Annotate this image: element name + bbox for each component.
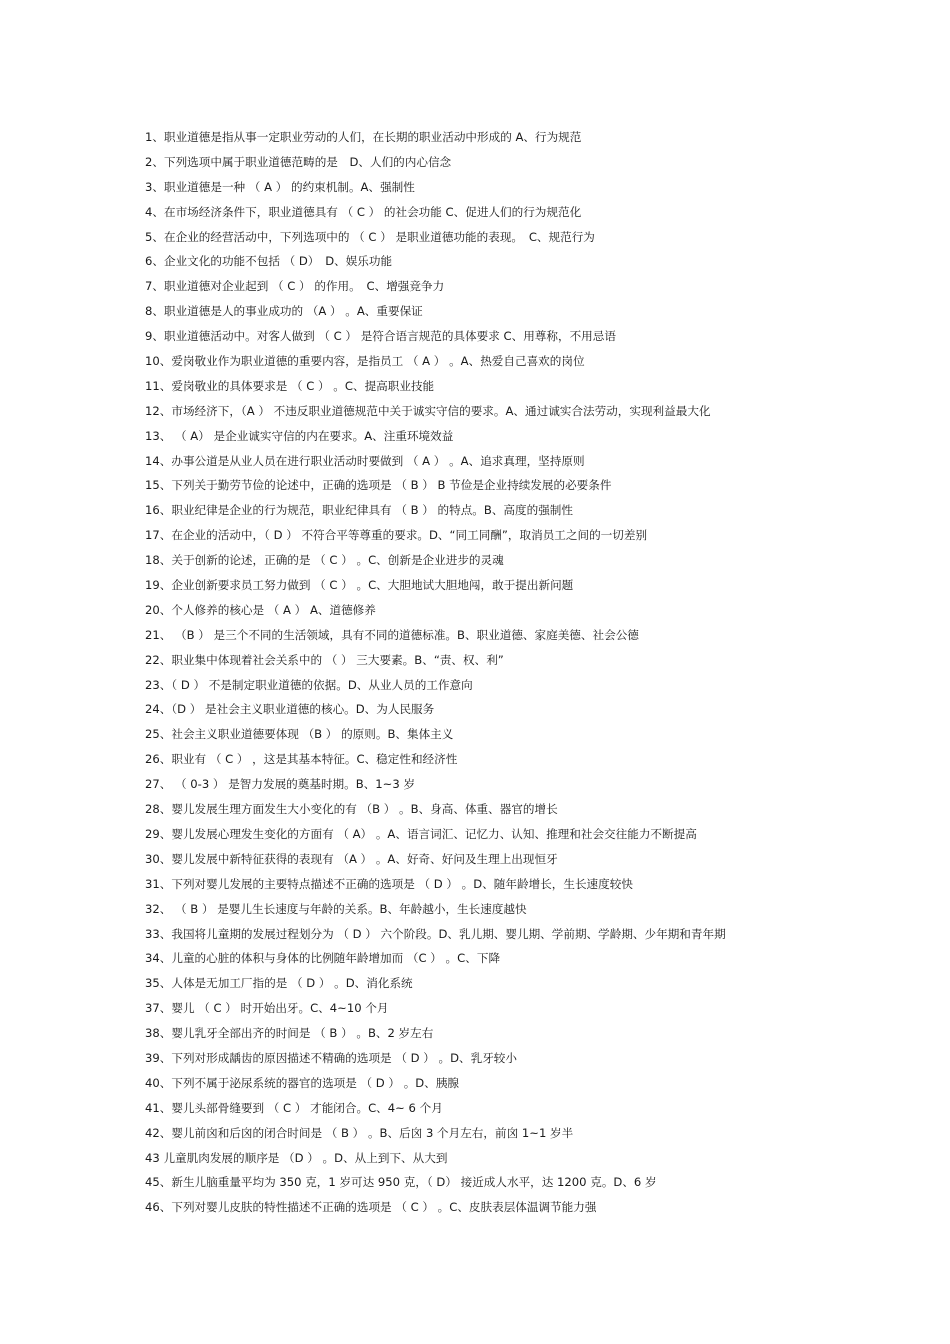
question-line: 29、婴儿发展心理发生变化的方面有 （ A） 。A、语言词汇、记忆力、认知、推理和社会交往能力不断提高 <box>145 826 697 841</box>
question-line: 45、新生儿脑重量平均为 350 克，1 岁可达 950 克，（ D） 接近成人水平，达 1200 克。D、6 岁 <box>145 1175 657 1190</box>
question-line: 18、关于创新的论述，正确的是 （ C ） 。C、创新是企业进步的灵魂 <box>145 553 504 568</box>
question-line: 10、爱岗敬业作为职业道德的重要内容，是指员工 （ A ） 。A、热爱自己喜欢的岗位 <box>145 354 585 369</box>
question-line: 37、婴儿 （ C ） 时开始出牙。C、4~10 个月 <box>145 1001 389 1016</box>
question-line: 3、职业道德是一种 （ A ） 的约束机制。A、强制性 <box>145 179 415 194</box>
question-line: 33、我国将儿童期的发展过程划分为 （ D ） 六个阶段。D、乳儿期、婴儿期、学前期、学龄期、少年期和青年期 <box>145 926 726 941</box>
question-line: 16、职业纪律是企业的行为规范，职业纪律具有 （ B ） 的特点。B、高度的强制性 <box>145 503 573 518</box>
question-line: 35、人体是无加工厂指的是 （ D ） 。D、消化系统 <box>145 976 413 991</box>
question-line: 41、婴儿头部骨缝要到 （ C ） 才能闭合。C、4~ 6 个月 <box>145 1100 443 1115</box>
question-line: 6、企业文化的功能不包括 （ D） D、娱乐功能 <box>145 254 393 269</box>
question-line: 22、职业集中体现着社会关系中的 （ ） 三大要素。B、“责、权、利” <box>145 652 504 667</box>
question-line: 43 儿童肌肉发展的顺序是 （D ） 。D、从上到下、从大到 <box>145 1150 448 1165</box>
question-line: 13、 （ A） 是企业诚实守信的内在要求。A、注重环境效益 <box>145 428 454 443</box>
question-line: 34、儿童的心脏的体积与身体的比例随年龄增加而 （C ） 。C、下降 <box>145 951 501 966</box>
question-list <box>145 125 925 1220</box>
question-line: 20、个人修养的核心是 （ A ） A、道德修养 <box>145 602 376 617</box>
question-line: 5、在企业的经营活动中，下列选项中的 （ C ） 是职业道德功能的表现。 C、规范行为 <box>145 229 595 244</box>
question-line: 15、下列关于勤劳节俭的论述中，正确的选项是 （ B ） B 节俭是企业持续发展的必要条件 <box>145 478 612 493</box>
question-line: 8、职业道德是人的事业成功的 （A ） 。A、重要保证 <box>145 304 423 319</box>
question-line: 31、下列对婴儿发展的主要特点描述不正确的选项是 （ D ） 。D、随年龄增长，生长速度较快 <box>145 876 633 891</box>
question-line: 27、 （ 0-3 ） 是智力发展的奠基时期。B、1~3 岁 <box>145 777 416 792</box>
question-line: 9、职业道德活动中。对客人做到 （ C ） 是符合语言规范的具体要求 C、用尊称，不用忌语 <box>145 329 616 344</box>
question-line: 14、办事公道是从业人员在进行职业活动时要做到 （ A ） 。A、追求真理，坚持原则 <box>145 453 585 468</box>
question-line: 42、婴儿前囟和后囟的闭合时间是 （ B ） 。B、后囟 3 个月左右，前囟 1~1 岁半 <box>145 1125 574 1140</box>
question-line: 40、下列不属于泌尿系统的器官的选项是 （ D ） 。D、胰腺 <box>145 1075 460 1090</box>
question-line: 17、在企业的活动中，（ D ） 不符合平等尊重的要求。D、“同工同酬”，取消员工之间的一切差别 <box>145 528 648 543</box>
question-line: 24、（D ） 是社会主义职业道德的核心。D、为人民服务 <box>145 702 435 717</box>
question-line: 32、 （ B ） 是婴儿生长速度与年龄的关系。B、年龄越小，生长速度越快 <box>145 901 527 916</box>
question-line: 26、职业有 （ C ） ，这是其基本特征。C、稳定性和经济性 <box>145 752 458 767</box>
question-line: 4、在市场经济条件下，职业道德具有 （ C ） 的社会功能 C、促进人们的行为规范化 <box>145 204 582 219</box>
question-line: 25、社会主义职业道德要体现 （B ） 的原则。B、集体主义 <box>145 727 454 742</box>
question-line: 21、 （B ） 是三个不同的生活领域，具有不同的道德标准。B、职业道德、家庭美德、社会公德 <box>145 627 639 642</box>
question-line: 12、市场经济下，（A ） 不违反职业道德规范中关于诚实守信的要求。A、通过诚实合法劳动，实现利益最大化 <box>145 403 711 418</box>
question-line: 11、爱岗敬业的具体要求是 （ C ） 。C、提高职业技能 <box>145 378 435 393</box>
question-line: 39、下列对形成龋齿的原因描述不精确的选项是 （ D ） 。D、乳牙较小 <box>145 1050 517 1065</box>
question-line: 2、下列选项中属于职业道德范畴的是 D、人们的内心信念 <box>145 154 452 169</box>
question-line: 23、（ D ） 不是制定职业道德的依据。D、从业人员的工作意向 <box>145 677 473 692</box>
question-line: 19、企业创新要求员工努力做到 （ C ） 。C、大胆地试大胆地闯，敢于提出新问题 <box>145 578 574 593</box>
question-line: 28、婴儿发展生理方面发生大小变化的有 （B ） 。B、身高、体重、器官的增长 <box>145 802 558 817</box>
question-line: 30、婴儿发展中新特征获得的表现有 （A ） 。A、好奇、好问及生理上出现恒牙 <box>145 851 558 866</box>
question-line: 46、下列对婴儿皮肤的特性描述不正确的选项是 （ C ） 。C、皮肤表层体温调节能力强 <box>145 1200 597 1215</box>
question-line: 1、职业道德是指从事一定职业劳动的人们，在长期的职业活动中形成的 A、行为规范 <box>145 130 582 144</box>
question-line: 38、婴儿乳牙全部出齐的时间是 （ B ） 。B、2 岁左右 <box>145 1026 434 1041</box>
question-line: 7、职业道德对企业起到 （ C ） 的作用。 C、增强竞争力 <box>145 279 445 294</box>
